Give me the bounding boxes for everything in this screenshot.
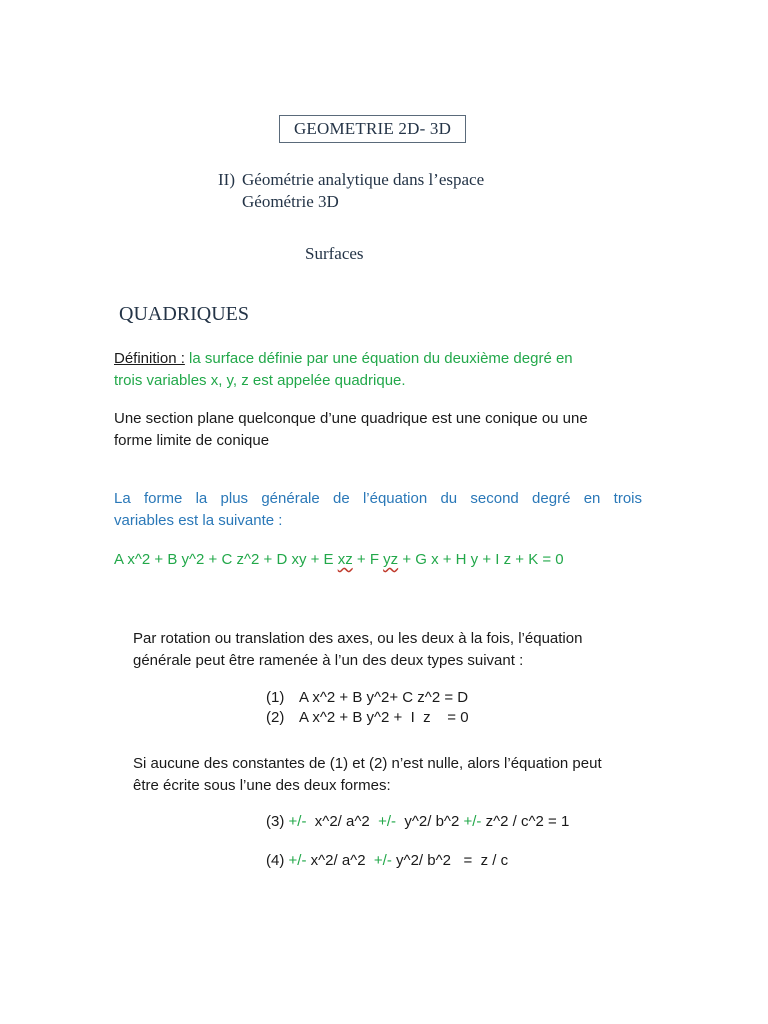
equation-part-3: + G x + H y + I z + K = 0 <box>398 551 564 568</box>
form4-plus-minus-1: +/- <box>288 852 307 869</box>
equation-part-1: A x^2 + B y^2 + C z^2 + D xy + E <box>114 551 338 568</box>
topic-title: Surfaces <box>305 244 364 263</box>
general-equation <box>114 549 564 571</box>
equation-xz: xz <box>337 551 353 568</box>
form3-plus-minus-2: +/- <box>378 813 397 830</box>
form4-plus-minus-2: +/- <box>373 852 392 869</box>
type1-equation: A x^2 + B y^2+ C z^2 = D <box>299 689 469 706</box>
section-title: Géométrie analytique dans l’espace <box>242 170 485 189</box>
form4-term-2: y^2/ b^2 = z / c <box>396 852 509 869</box>
definition-text-1: la surface définie par une équation du deuxième degré en <box>189 350 573 367</box>
equation-part-2: + F <box>352 551 384 568</box>
form3-plus-minus-1: +/- <box>288 813 307 830</box>
form4-equation <box>266 850 508 872</box>
reduction-text-2: générale peut être ramenée à l’un des deux types suivant : <box>133 652 524 669</box>
form3-term-1: x^2/ a^2 <box>314 813 370 830</box>
form3-label: (3) <box>266 813 285 830</box>
section-number: II) <box>218 170 235 189</box>
general-form-text-2: variables est la suivante : <box>114 512 283 529</box>
definition-line-1 <box>114 348 573 370</box>
nonnull-text-1: Si aucune des constantes de (1) et (2) n’est nulle, alors l’équation peut <box>133 755 602 772</box>
general-form-text-1: La forme la plus générale de l’équation du second degré en trois <box>114 490 642 507</box>
document-title: GEOMETRIE 2D- 3D <box>279 115 466 143</box>
reduction-text-1: Par rotation ou translation des axes, ou les deux à la fois, l’équation <box>133 630 583 647</box>
form3-term-2: y^2/ b^2 <box>404 813 460 830</box>
definition-label: Définition : <box>114 350 185 367</box>
section-text-2: forme limite de conique <box>114 432 270 449</box>
form3-equation <box>266 811 569 833</box>
section-subtitle: Géométrie 3D <box>242 192 339 211</box>
definition-text-2: trois variables x, y, z est appelée quadrique. <box>114 372 406 389</box>
type2-label: (2) <box>266 709 285 726</box>
type1-label: (1) <box>266 689 285 706</box>
form3-plus-minus-3: +/- <box>463 813 482 830</box>
nonnull-text-2: être écrite sous l’une des deux formes: <box>133 777 391 794</box>
form3-term-3: z^2 / c^2 = 1 <box>485 813 570 830</box>
equation-yz: yz <box>383 551 399 568</box>
section-text-1: Une section plane quelconque d’une quadrique est une conique ou une <box>114 410 588 427</box>
quadriques-heading: QUADRIQUES <box>119 303 249 325</box>
general-form-line-1 <box>114 488 642 510</box>
type2-equation: A x^2 + B y^2 + I z = 0 <box>299 709 469 726</box>
form4-label: (4) <box>266 852 285 869</box>
form4-term-1: x^2/ a^2 <box>310 852 366 869</box>
